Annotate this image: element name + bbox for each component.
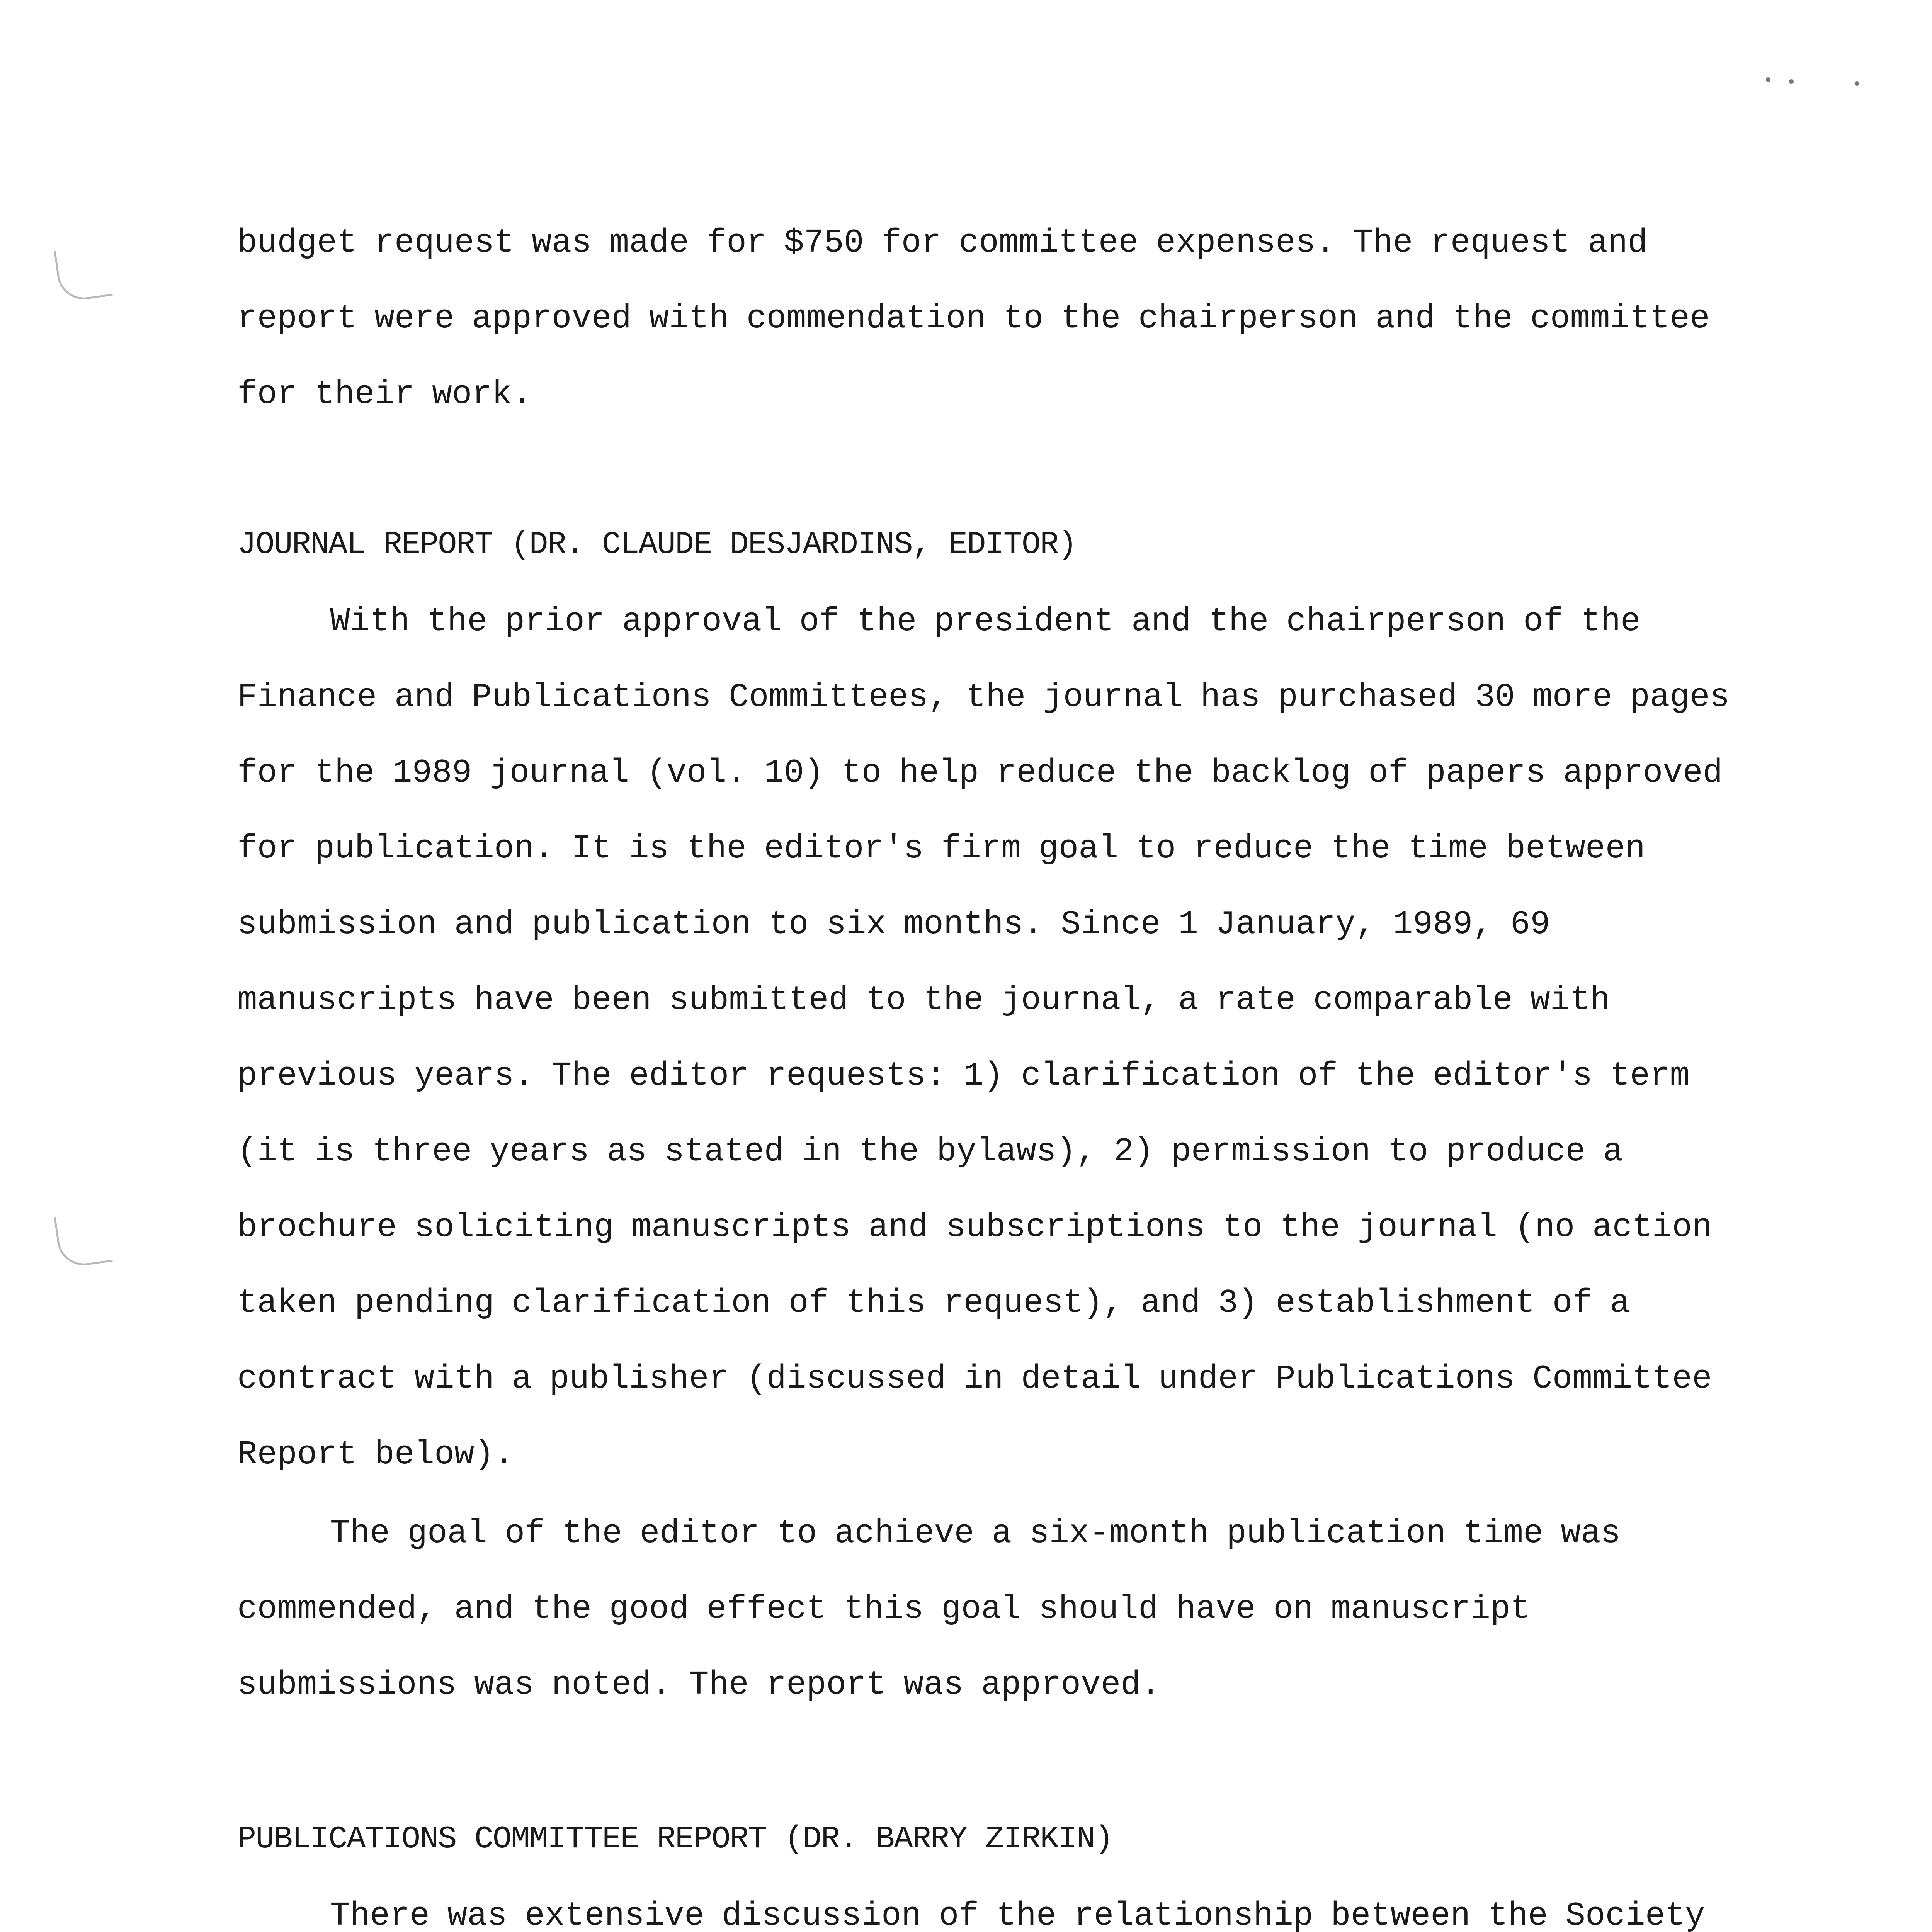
- journal-report-paragraph-1: With the prior approval of the president and the chairperson of the Finance and Publications Committees, the journal has purchased 30 more pages for the 1989 journal (vol. 10) to help reduce the backlog of papers approved for publication. It is the editor's firm goal to reduce the time between submission and publication to six months. Since 1 January, 1989, 69 manuscripts have been submitted to the journal, a rate comparable with previous years. The editor requests: 1) clarification of the editor's term (it is three years as stated in the bylaws), 2) permission to produce a brochure soliciting manuscripts and subscriptions to the journal (no action taken pending clarification of this request), and 3) establishment of a contract with a publisher (discussed in detail under Publications Committee Report below).: [237, 602, 1730, 1473]
- scan-speck: [1766, 77, 1770, 82]
- binder-hole-mark: [54, 1210, 112, 1269]
- binder-hole-mark: [54, 244, 112, 303]
- intro-paragraph: budget request was made for $750 for committee expenses. The request and report were approved with commendation to the chairperson and the committee for their work.: [237, 224, 1710, 413]
- scan-speck: [1855, 81, 1859, 86]
- journal-report-paragraph-2: The goal of the editor to achieve a six-month publication time was commended, and the good effect this goal should have on manuscript submissions was noted. The report was approved.: [237, 1514, 1621, 1704]
- journal-report-heading: JOURNAL REPORT (DR. CLAUDE DESJARDINS, EDITOR): [237, 527, 1077, 563]
- publications-report-paragraph-1: There was extensive discussion of the relationship between the Society: [330, 1897, 1705, 1932]
- scan-speck: [1789, 79, 1794, 84]
- publications-report-heading: PUBLICATIONS COMMITTEE REPORT (DR. BARRY ZIRKIN): [237, 1821, 1113, 1857]
